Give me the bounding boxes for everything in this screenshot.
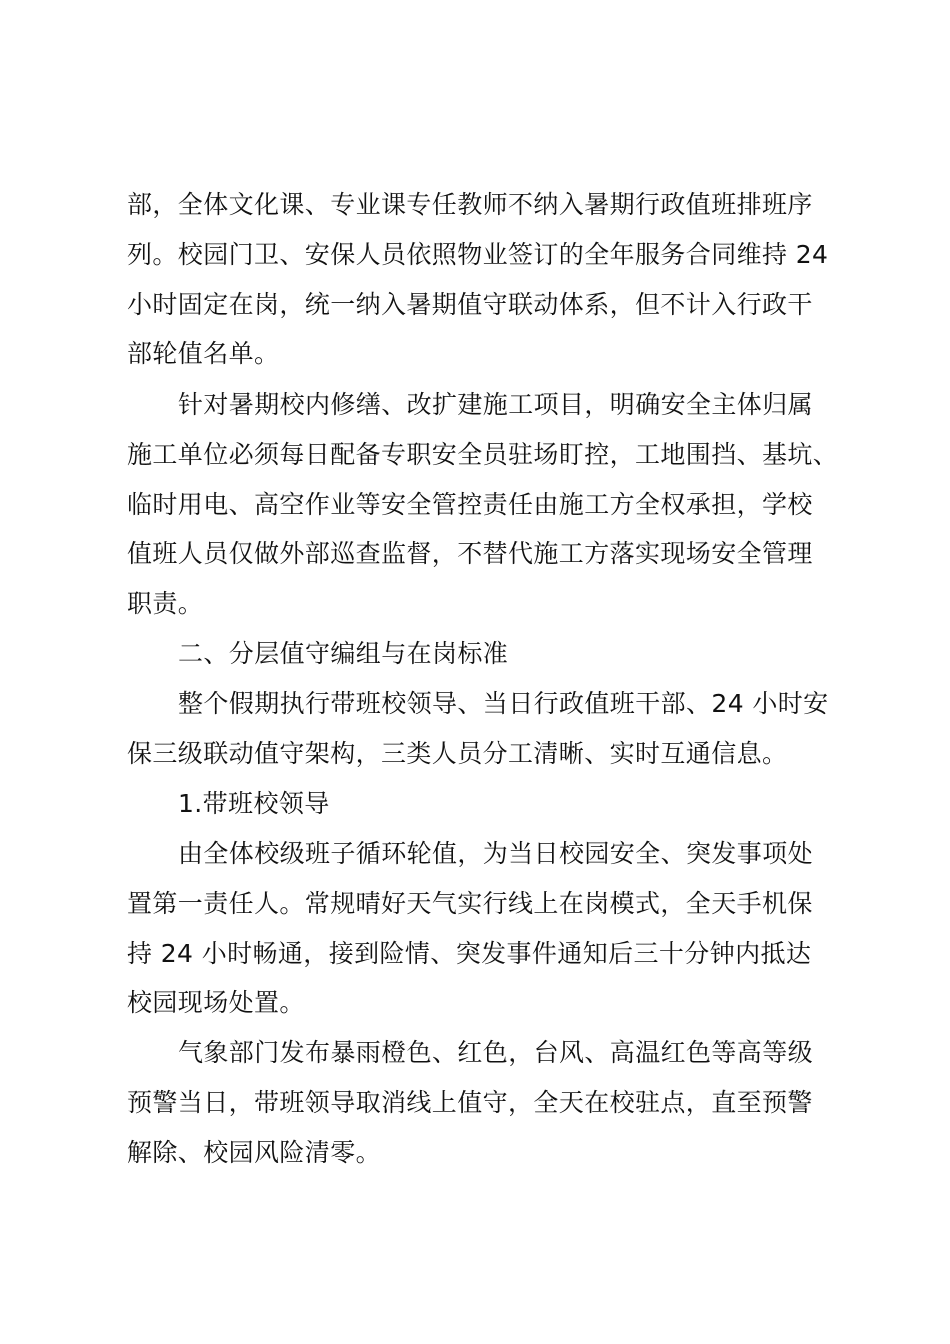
section-heading: 二、分层值守编组与在岗标准 <box>178 639 509 668</box>
text-line: 由全体校级班子循环轮值，为当日校园安全、突发事项处 <box>178 839 814 868</box>
text-line: 部，全体文化课、专业课专任教师不纳入暑期行政值班排班序 <box>127 190 813 219</box>
text-line: 保三级联动值守架构，三类人员分工清晰、实时互通信息。 <box>127 739 788 768</box>
text-line: 施工单位必须每日配备专职安全员驻场盯控，工地围挡、基坑、 <box>127 440 839 469</box>
text-line: 预警当日，带班领导取消线上值守，全天在校驻点，直至预警 <box>127 1088 813 1117</box>
text-line: 部轮值名单。 <box>127 339 280 368</box>
text-line: 临时用电、高空作业等安全管控责任由施工方全权承担，学校 <box>127 490 813 519</box>
text-line: 职责。 <box>127 589 204 618</box>
text-line: 气象部门发布暴雨橙色、红色，台风、高温红色等高等级 <box>178 1038 814 1067</box>
text-line: 列。校园门卫、安保人员依照物业签订的全年服务合同维持 24 <box>127 240 829 269</box>
subsection-heading: 1.带班校领导 <box>178 789 330 818</box>
text-line: 针对暑期校内修缮、改扩建施工项目，明确安全主体归属 <box>178 390 814 419</box>
text-line: 校园现场处置。 <box>127 988 305 1017</box>
text-line: 持 24 小时畅通，接到险情、突发事件通知后三十分钟内抵达 <box>127 939 812 968</box>
text-line: 小时固定在岗，统一纳入暑期值守联动体系，但不计入行政干 <box>127 290 813 319</box>
text-line: 置第一责任人。常规晴好天气实行线上在岗模式，全天手机保 <box>127 889 813 918</box>
text-line: 整个假期执行带班校领导、当日行政值班干部、24 小时安 <box>178 689 829 718</box>
text-line: 值班人员仅做外部巡查监督，不替代施工方落实现场安全管理 <box>127 539 813 568</box>
text-line: 解除、校园风险清零。 <box>127 1138 382 1167</box>
